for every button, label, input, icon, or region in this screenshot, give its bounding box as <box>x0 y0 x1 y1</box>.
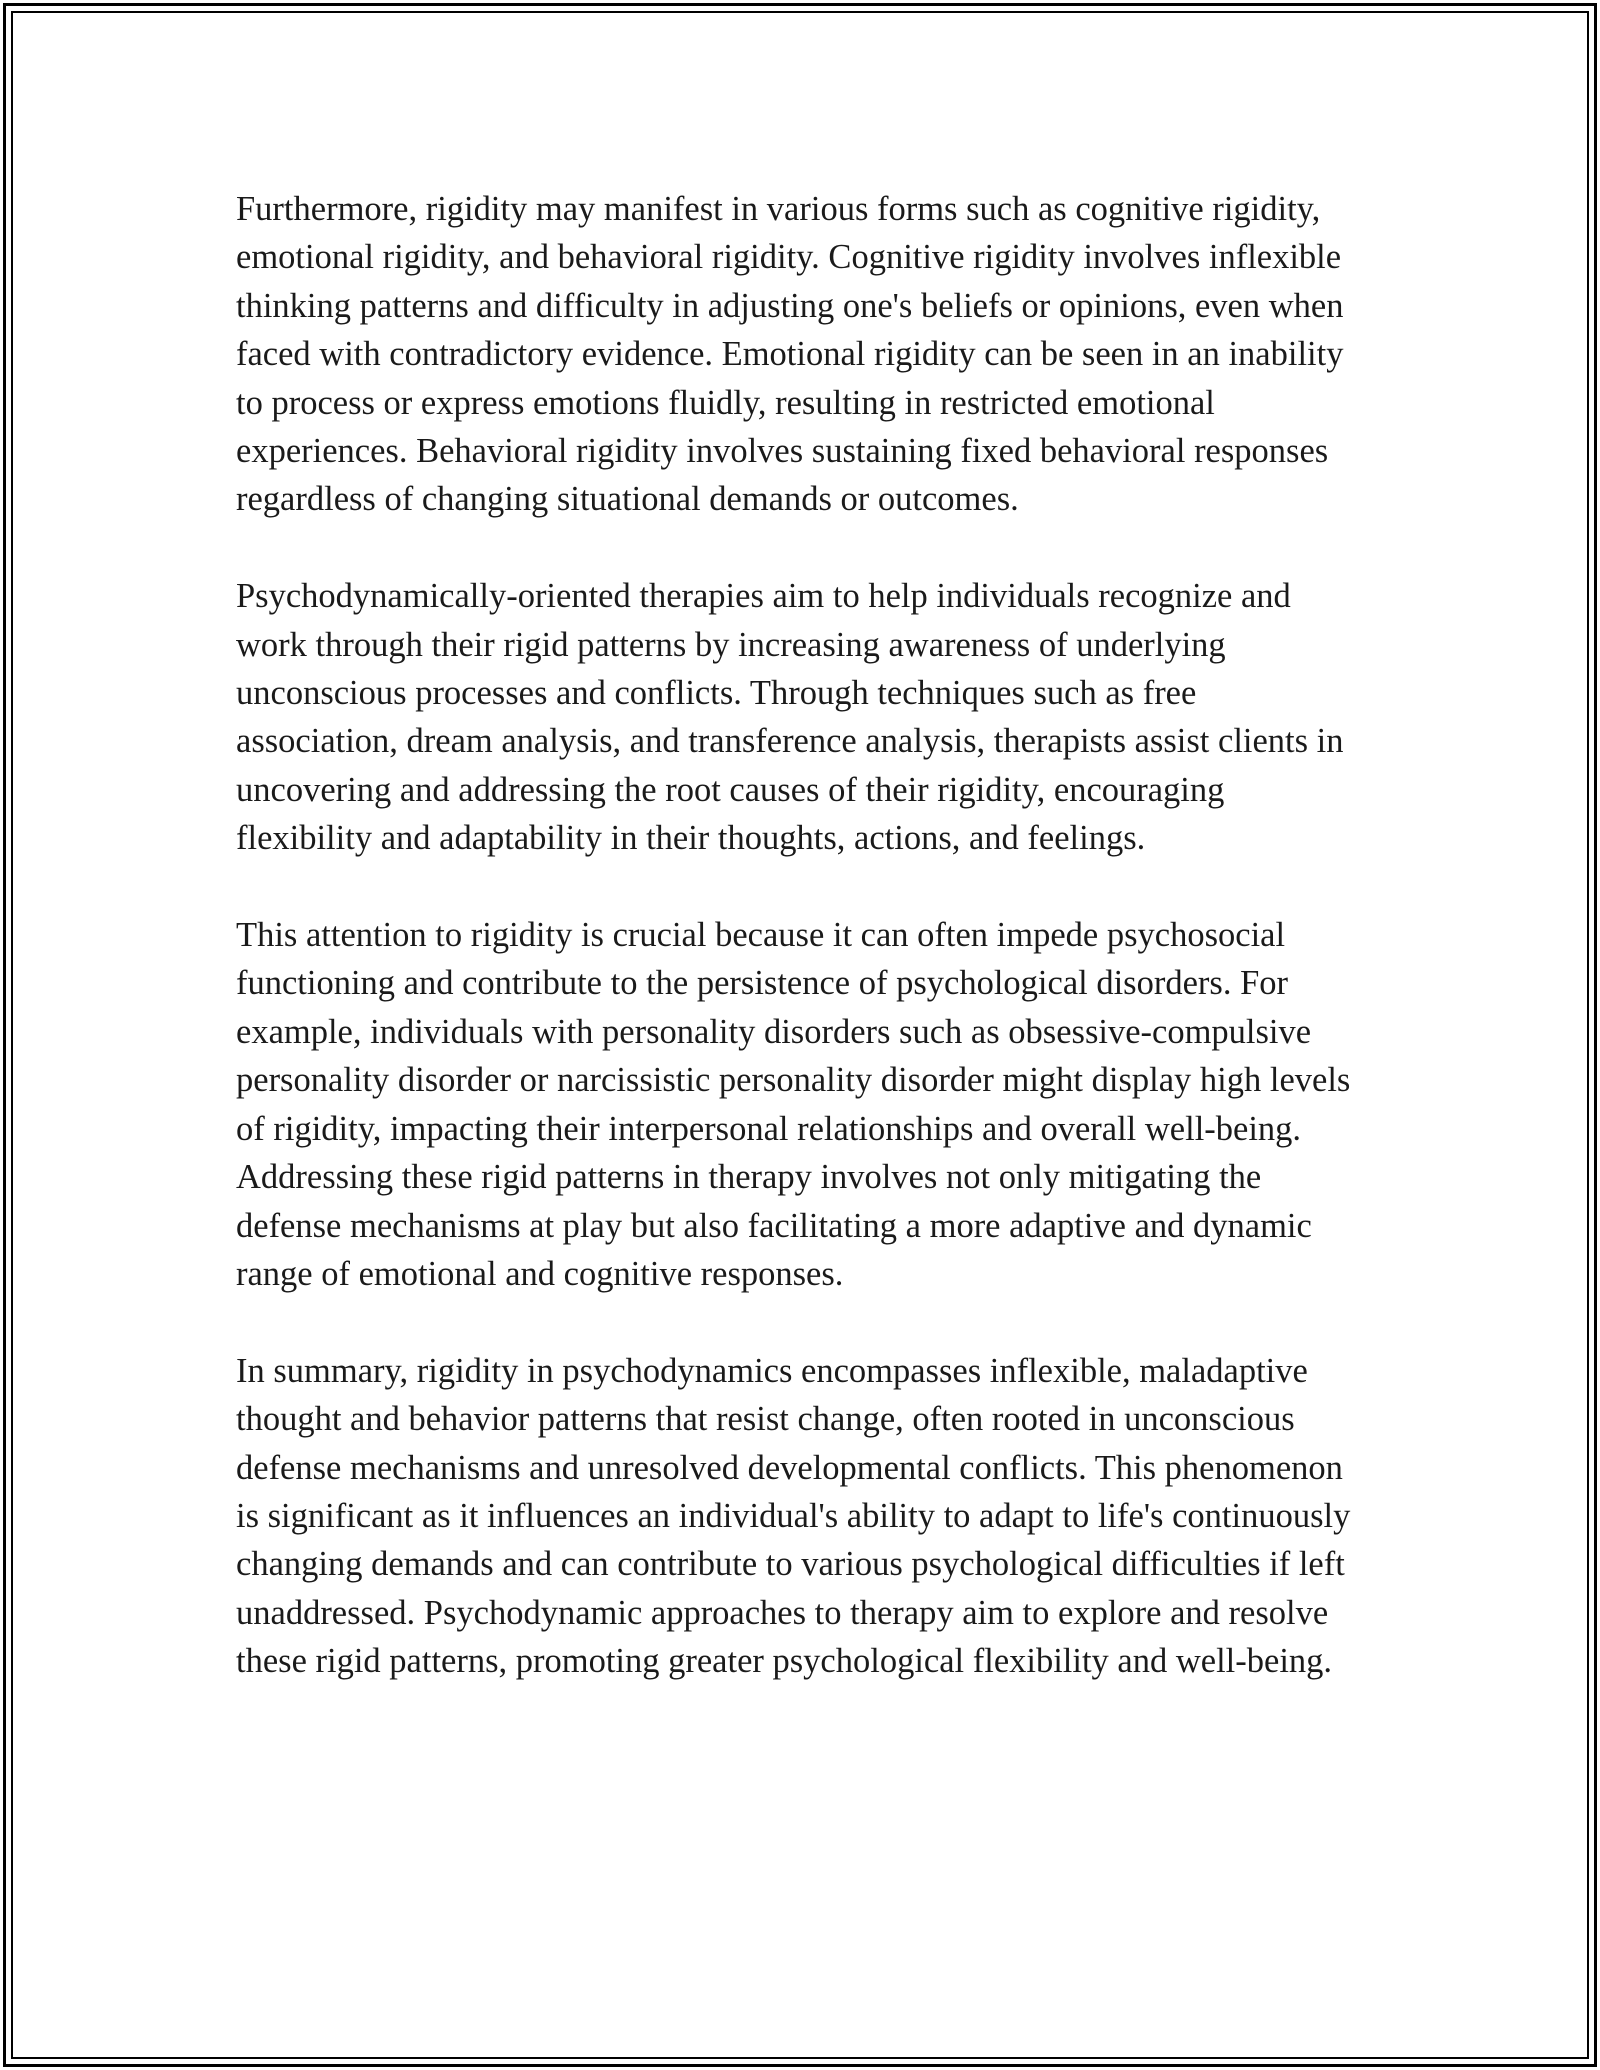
paragraph-summary: In summary, rigidity in psychodynamics encompasses inflexible, maladaptive thought and behavior patterns that resist change, often rooted in unconscious defense mechanisms and unresolved developmental conflicts. This phenomenon is significant as it influences an individual's ability to adapt to life's continuously changing demands and can contribute to various psychological difficulties if left unaddressed. Psychodynamic approaches to therapy aim to explore and resolve these rigid patterns, promoting greater psychological flexibility and well-being. <box>236 1351 1351 1681</box>
document-body <box>236 185 1366 1686</box>
paragraph-importance-of-rigidity: This attention to rigidity is crucial because it can often impede psychosocial functioning and contribute to the persistence of psychological disorders. For example, individuals with personality disorders such as obsessive-compulsive personality disorder or narcissistic personality disorder might display high levels of rigidity, impacting their interpersonal relationships and overall well-being. Addressing these rigid patterns in therapy involves not only mitigating the defense mechanisms at play but also facilitating a more adaptive and dynamic range of emotional and cognitive responses. <box>236 916 1351 1293</box>
paragraph-rigidity-forms: Furthermore, rigidity may manifest in various forms such as cognitive rigidity, emotional rigidity, and behavioral rigidity. Cognitive rigidity involves inflexible thinking patterns and difficulty in adjusting one's beliefs or opinions, even when faced with contradictory evidence. Emotional rigidity can be seen in an inability to process or express emotions fluidly, resulting in restricted emotional experiences. Behavioral rigidity involves sustaining fixed behavioral responses regardless of changing situational demands or outcomes. <box>236 190 1344 519</box>
paragraph-psychodynamic-therapies: Psychodynamically-oriented therapies aim to help individuals recognize and work through their rigid patterns by increasing awareness of underlying unconscious processes and conflicts. Through techniques such as free association, dream analysis, and transference analysis, therapists assist clients in uncovering and addressing the root causes of their rigidity, encouraging flexibility and adaptability in their thoughts, actions, and feelings. <box>236 577 1344 858</box>
